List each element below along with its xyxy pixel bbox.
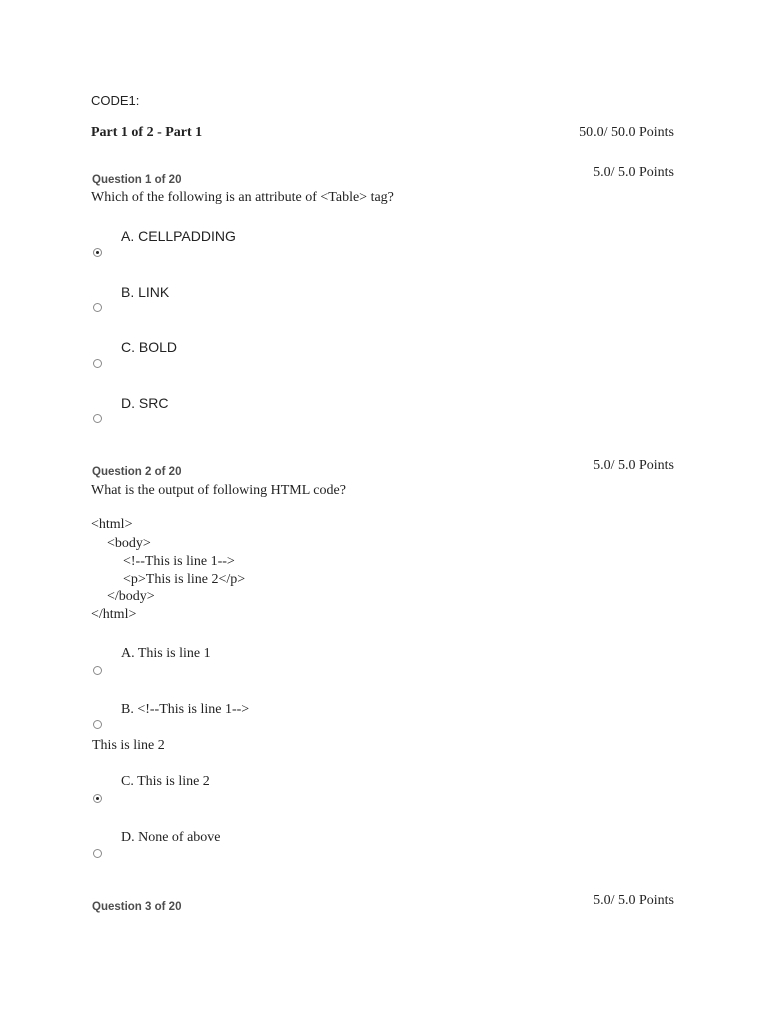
question-2-label: Question 2 of 20 [92, 466, 182, 478]
question-1-label: Question 1 of 20 [92, 174, 182, 186]
question-2-option-c-label: C. This is line 2 [121, 774, 210, 789]
code-line: <html> [91, 517, 133, 532]
code-line: <p>This is line 2</p> [123, 572, 246, 587]
question-2-option-a-radio[interactable] [93, 666, 102, 675]
question-1-option-c-radio[interactable] [93, 359, 102, 368]
question-2-option-c-radio[interactable] [93, 794, 102, 803]
code-line: </html> [91, 607, 137, 622]
question-2-option-d-radio[interactable] [93, 849, 102, 858]
code-line: </body> [107, 589, 155, 604]
question-1-option-c-label: C. BOLD [121, 339, 178, 355]
code-line: <!--This is line 1--> [123, 554, 235, 569]
code-label: CODE1: [91, 93, 140, 108]
question-3-label: Question 3 of 20 [92, 901, 182, 913]
question-3-points: 5.0/ 5.0 Points [593, 893, 674, 908]
question-2-option-b-radio[interactable] [93, 720, 102, 729]
question-1-option-b-label: B. LINK [121, 284, 170, 300]
code-line: <body> [107, 536, 151, 551]
question-2-option-b-extra: This is line 2 [92, 738, 165, 753]
question-2-option-d-label: D. None of above [121, 830, 221, 845]
question-1-option-d-label: D. SRC [121, 395, 169, 411]
question-1-text: Which of the following is an attribute of <Table> tag? [91, 190, 394, 205]
question-1-option-b-radio[interactable] [93, 303, 102, 312]
question-1-option-a-radio[interactable] [93, 248, 102, 257]
question-2-points: 5.0/ 5.0 Points [593, 458, 674, 473]
question-2-option-a-label: A. This is line 1 [121, 646, 211, 661]
question-2-text: What is the output of following HTML code? [91, 483, 346, 498]
question-1-option-a-label: A. CELLPADDING [121, 228, 236, 244]
part-points: 50.0/ 50.0 Points [579, 125, 674, 140]
question-1-points: 5.0/ 5.0 Points [593, 165, 674, 180]
part-title: Part 1 of 2 - Part 1 [91, 125, 203, 140]
question-1-option-d-radio[interactable] [93, 414, 102, 423]
question-2-option-b-label: B. <!--This is line 1--> [121, 702, 250, 717]
